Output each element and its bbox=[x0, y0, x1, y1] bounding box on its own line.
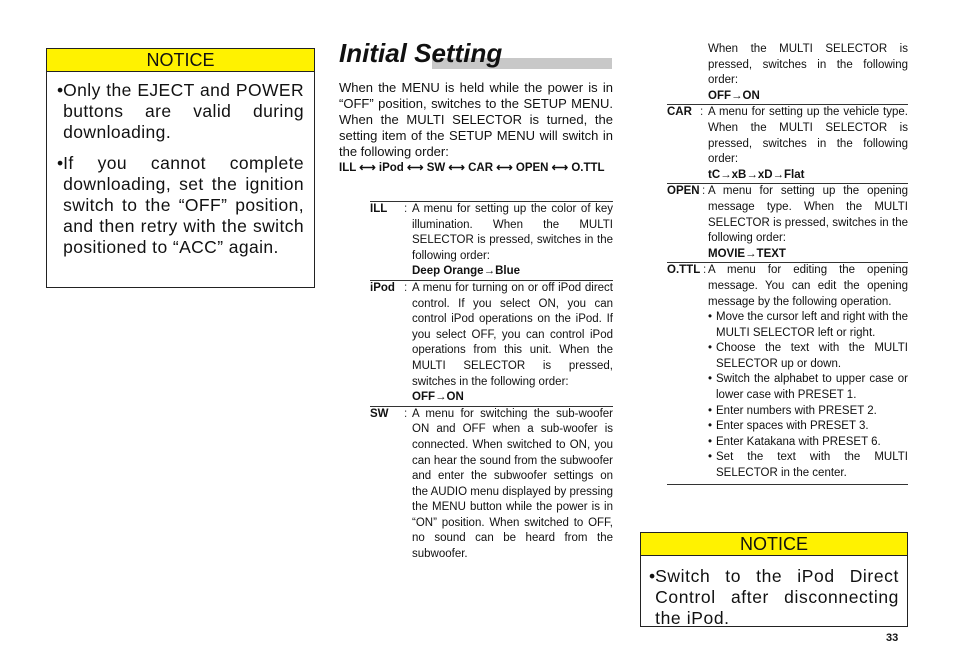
ottl-bullet-text: Move the cursor left and right with the MULTI SELECTOR left or right. bbox=[716, 311, 908, 339]
item-key: O.TTL bbox=[667, 264, 701, 277]
item-text: When the MULTI SELECTOR is pressed, switches in the following order: bbox=[708, 43, 908, 87]
ipod-continuation bbox=[667, 42, 908, 104]
notice-heading: NOTICE bbox=[641, 533, 907, 556]
menu-item-ipod: iPod : A menu for turning on or off iPod direct control. If you select ON, you can control iPod operations on the iPod. If you select OFF, you can control iPod operations from this unit. When the MULTI SELECTOR is pressed, switches in the following order: OFF→ON bbox=[370, 280, 613, 406]
item-key: SW bbox=[370, 407, 389, 420]
menu-items-right bbox=[667, 42, 908, 485]
item-text: A menu for setting up the opening message type. When the MULTI SELECTOR is pressed, switches in the following order: bbox=[708, 185, 908, 245]
ottl-bullet: • Enter Katakana with PRESET 6. bbox=[708, 435, 908, 451]
notice-box-right bbox=[640, 532, 908, 627]
item-text: A menu for editing the opening message. You can edit the opening message by the following operation. bbox=[708, 264, 908, 308]
ottl-bullet: • Choose the text with the MULTI SELECTOR up or down. bbox=[708, 341, 908, 372]
ottl-bullet-text: Enter spaces with PRESET 3. bbox=[716, 420, 869, 433]
ottl-bullet: • Switch the alphabet to upper case or lower case with PRESET 1. bbox=[708, 372, 908, 403]
item-sequence: OFF→ON bbox=[412, 391, 464, 404]
notice-bullet: • Only the EJECT and POWER buttons are valid during downloading. bbox=[57, 80, 304, 142]
ottl-bullet-text: Enter numbers with PRESET 2. bbox=[716, 404, 877, 417]
menu-item-ottl: O.TTL : A menu for editing the opening message. You can edit the opening message by the following operation. • Move the cursor left and right with the MULTI SELECTOR left or right. • Choose the text with the MULTI SELECTOR up or down. • Switch the alphabet to upper case or lower case with PRESET 1. • Enter numbers with PRESET 2. • Enter spaces with PRESET 3. • Enter Katakana with PRESET 6. • Set the text with the MULTI SELECTOR in the center. bbox=[667, 262, 908, 481]
ottl-bullet-text: Set the text with the MULTI SELECTOR in the center. bbox=[716, 451, 908, 480]
page-title: Initial Setting bbox=[339, 38, 503, 68]
intro-text: When the MENU is held while the power is in “OFF” position, switches to the SETUP MENU. When the MULTI SELECTOR is turned, the setting item of the SETUP MENU will switch in the following order: bbox=[339, 80, 613, 159]
item-key: OPEN bbox=[667, 185, 700, 198]
menu-item-ill: ILL : A menu for setting up the color of key illumination. When the MULTI SELECTOR is pressed, switches in the following order: Deep Orange→Blue bbox=[370, 201, 613, 280]
ottl-bullet-text: Switch the alphabet to upper case or lower case with PRESET 1. bbox=[716, 373, 908, 402]
item-text: A menu for setting up the vehicle type. When the MULTI SELECTOR is pressed, switches in the following order: bbox=[708, 106, 908, 166]
ottl-bullet: • Set the text with the MULTI SELECTOR in the center. bbox=[708, 450, 908, 481]
intro-paragraph bbox=[339, 80, 613, 176]
divider bbox=[667, 484, 908, 485]
notice-box-left bbox=[46, 48, 315, 288]
ottl-bullet: • Enter spaces with PRESET 3. bbox=[708, 419, 908, 435]
item-text: A menu for switching the sub-woofer ON and OFF when a sub-woofer is connected. When switched to ON, you can hear the sound from the subwoofer and enter the subwoofer settings on the AUDIO menu displayed by pressing the MENU button while the power is in “ON” position. When switched to OFF, no sound can be heard from the subwoofer. bbox=[412, 407, 613, 561]
menu-item-car: CAR : A menu for setting up the vehicle type. When the MULTI SELECTOR is pressed, switches in the following order: tC→xB→xD→Flat bbox=[667, 104, 908, 183]
ottl-bullet: • Move the cursor left and right with the MULTI SELECTOR left or right. bbox=[708, 310, 908, 341]
page-number: 33 bbox=[886, 632, 899, 644]
notice-bullet-text: Switch to the iPod Direct Control after disconnecting the iPod. bbox=[655, 566, 899, 628]
ottl-bullet-text: Enter Katakana with PRESET 6. bbox=[716, 435, 881, 448]
notice-heading: NOTICE bbox=[47, 49, 314, 72]
menu-item-sw: SW : A menu for switching the sub-woofer ON and OFF when a sub-woofer is connected. When switched to ON, you can hear the sound from the subwoofer and enter the subwoofer settings on the AUDIO menu displayed by pressing the MENU button while the power is in “ON” position. When switched to OFF, no sound can be heard from the subwoofer. bbox=[370, 406, 613, 563]
item-sequence: OFF→ON bbox=[708, 89, 760, 102]
ottl-bullet-text: Choose the text with the MULTI SELECTOR up or down. bbox=[716, 342, 908, 370]
item-sequence: MOVIE→TEXT bbox=[708, 247, 786, 260]
item-key: iPod bbox=[370, 281, 395, 294]
menu-item-open: OPEN : A menu for setting up the opening message type. When the MULTI SELECTOR is pressed, switches in the following order: MOVIE→TEXT bbox=[667, 183, 908, 262]
menu-order: ILL ⟷ iPod ⟷ SW ⟷ CAR ⟷ OPEN ⟷ O.TTL bbox=[339, 162, 605, 174]
ottl-bullet: • Enter numbers with PRESET 2. bbox=[708, 404, 908, 420]
item-text: A menu for turning on or off iPod direct control. If you select ON, you can control iPod operations on the iPod. If you select OFF, you can control iPod operations from this unit. When the MULTI SELECTOR is pressed, switches in the following order: bbox=[412, 281, 613, 388]
item-key: ILL bbox=[370, 203, 388, 215]
notice-bullet: • If you cannot complete downloading, set the ignition switch to the “OFF” position, and then retry with the switch positioned to “ACC” again. bbox=[57, 153, 304, 257]
item-sequence: tC→xB→xD→Flat bbox=[708, 168, 805, 181]
item-key: CAR bbox=[667, 106, 692, 119]
notice-bullet-text: If you cannot complete downloading, set the ignition switch to the “OFF” position, and then retry with the switch positioned to “ACC” again. bbox=[63, 153, 304, 257]
notice-bullet: • Switch to the iPod Direct Control after disconnecting the iPod. bbox=[649, 566, 899, 628]
notice-bullet-text: Only the EJECT and POWER buttons are valid during downloading. bbox=[63, 80, 304, 142]
item-text: A menu for setting up the color of key illumination. When the MULTI SELECTOR is pressed, switches in the following order: bbox=[412, 203, 613, 262]
menu-items-middle bbox=[370, 201, 613, 563]
item-sequence: Deep Orange→Blue bbox=[412, 265, 520, 278]
